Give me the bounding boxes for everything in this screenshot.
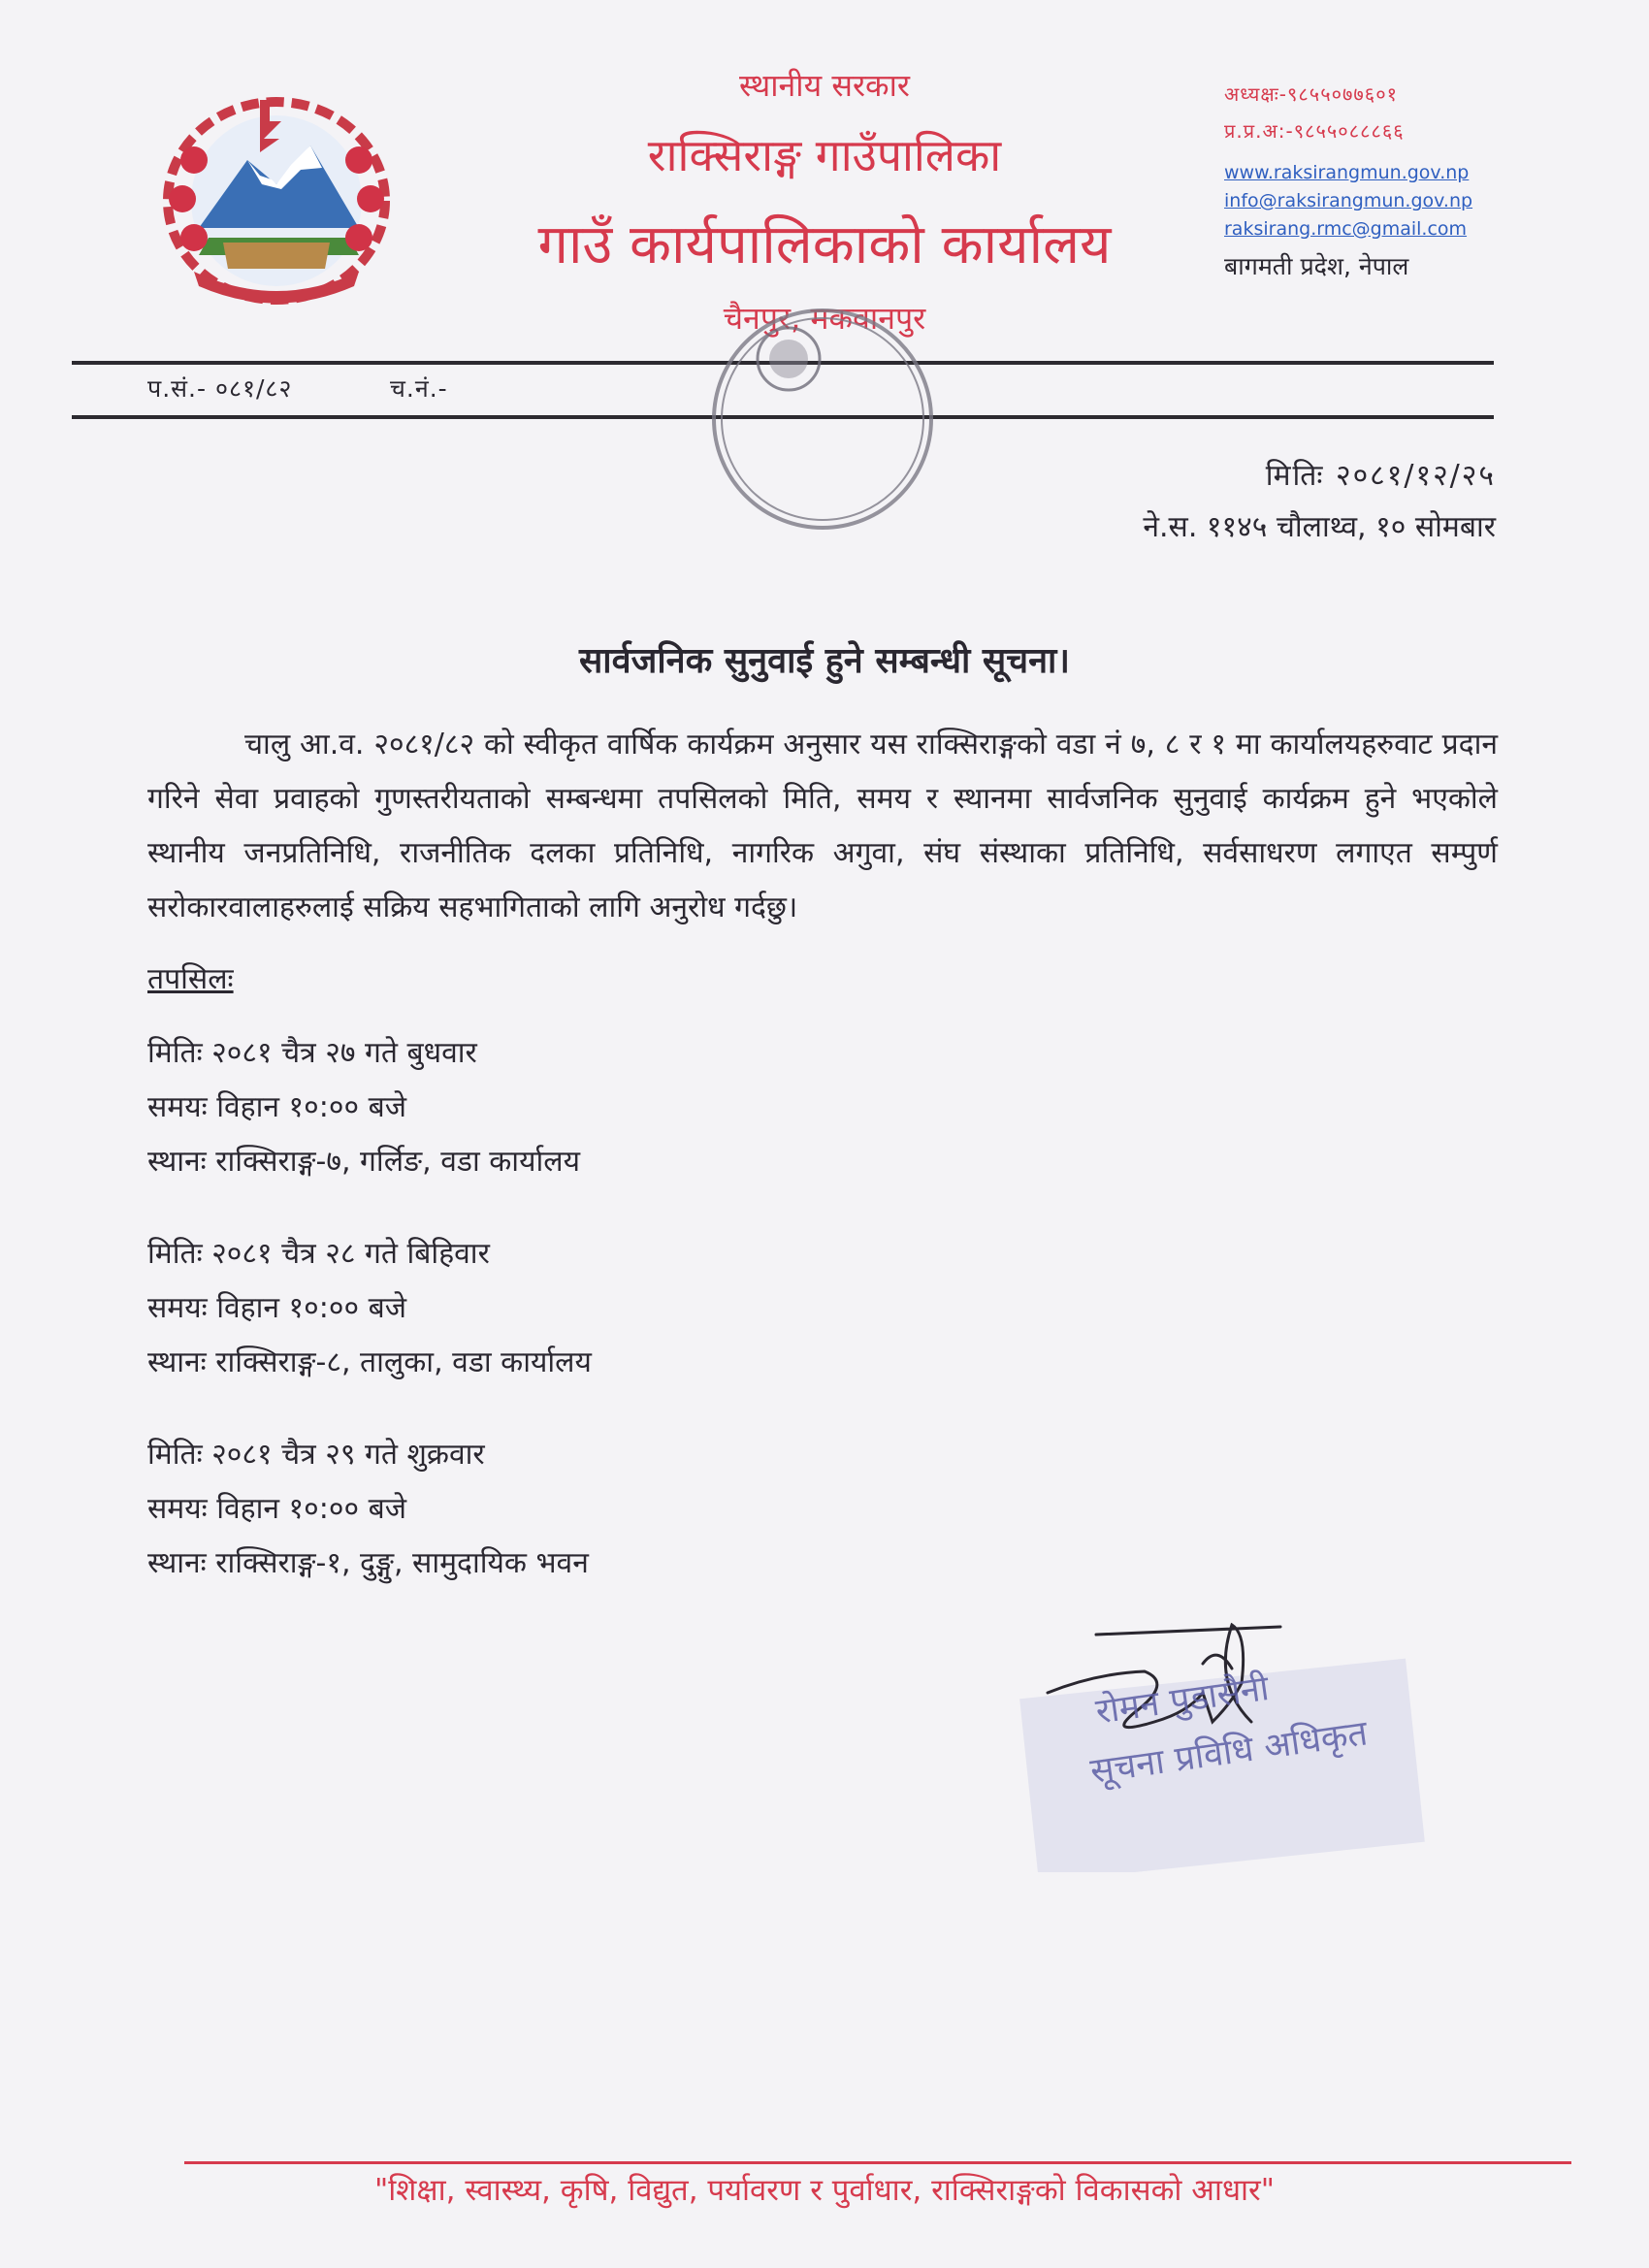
header-office-name: गाउँ कार्यपालिकाको कार्यालय xyxy=(537,213,1112,276)
nepal-emblem-icon xyxy=(155,92,398,310)
issue-date: मितिः २०८१/१२/२५ xyxy=(1265,459,1496,493)
dispatch-number: च.नं.- xyxy=(390,374,448,403)
schedule-date: मितिः २०८१ चैत्र २७ गते बुधवार xyxy=(147,1036,477,1070)
schedule-time: समयः विहान १०:०० बजे xyxy=(147,1291,406,1325)
schedule-heading: तपसिलः xyxy=(147,962,234,996)
schedule-place: स्थानः राक्सिराङ्ग-१, दुङ्गु, सामुदायिक भवन xyxy=(147,1546,589,1580)
schedule-time: समयः विहान १०:०० बजे xyxy=(147,1090,406,1124)
schedule-date: मितिः २०८१ चैत्र २९ गते शुक्रवार xyxy=(147,1438,485,1472)
contact-block xyxy=(1224,76,1632,286)
footer-rule xyxy=(184,2161,1571,2164)
header-local-government: स्थानीय सरकार xyxy=(739,67,910,104)
schedule-place: स्थानः राक्सिराङ्ग-७, गर्लिङ, वडा कार्यालय xyxy=(147,1145,580,1179)
notice-body: चालु आ.व. २०८१/८२ को स्वीकृत वार्षिक कार्यक्रम अनुसार यस राक्सिराङ्गको वडा नं ७, ८ र १ मा कार्यालयहरुवाट प्रदान गरिने सेवा प्रवाहको गुणस्तरीयताको सम्बन्धमा तपसिलको मिति, समय र स्थानमा सार्वजनिक सुनुवाई कार्यक्रम हुने भएकोले स्थानीय जनप्रतिनिधि, राजनीतिक दलका प्रतिनिधि, नागरिक अगुवा, संघ संस्थाका प्रतिनिधि, सर्वसाधरण लगाएत सम्पुर्ण सरोकारवालाहरुलाई सक्रिय सहभागिताको लागि अनुरोध गर्दछु। xyxy=(147,728,1498,924)
website-link[interactable]: www.raksirangmun.gov.np xyxy=(1224,162,1470,183)
schedule-item xyxy=(147,1227,592,1390)
signatory-name: रोमन पुडासैनी xyxy=(1093,1668,1272,1733)
schedule-item xyxy=(147,1026,580,1189)
cao-phone: प्र.प्र.अ:-९८५५०८८८६६ xyxy=(1224,119,1405,143)
schedule-time: समयः विहान १०:०० बजे xyxy=(147,1492,406,1526)
email-link[interactable]: info@raksirangmun.gov.np xyxy=(1224,190,1473,211)
schedule-item xyxy=(147,1428,589,1591)
office-seal-icon xyxy=(701,303,944,535)
notice-title: सार्वजनिक सुनुवाई हुने सम्बन्धी सूचना। xyxy=(578,641,1071,681)
chair-phone: अध्यक्षः-९८५५०७७६०१ xyxy=(1224,82,1398,106)
province-text: बागमती प्रदेश, नेपाल xyxy=(1224,252,1409,280)
schedule-date: मितिः २०८१ चैत्र २८ गते बिहिवार xyxy=(147,1237,490,1271)
header-municipality-name: राक्सिराङ्ग गाउँपालिका xyxy=(647,129,1002,181)
reference-number: प.सं.- ०८१/८२ xyxy=(147,374,293,403)
gmail-link[interactable]: raksirang.rmc@gmail.com xyxy=(1224,218,1468,240)
footer-motto: "शिक्षा, स्वास्थ्य, कृषि, विद्युत, पर्यावरण र पुर्वाधार, राक्सिराङ्गको विकासको आधार" xyxy=(374,2173,1275,2208)
nepal-sambat-date: ने.स. ११४५ चौलाथ्व, १० सोमबार xyxy=(1143,510,1496,544)
header-address: चैनपुर, मकवानपुर xyxy=(723,300,926,337)
schedule-place: स्थानः राक्सिराङ्ग-८, तालुका, वडा कार्यालय xyxy=(147,1345,592,1379)
signatory-designation: सूचना प्रविधि अधिकृत xyxy=(1087,1713,1371,1792)
